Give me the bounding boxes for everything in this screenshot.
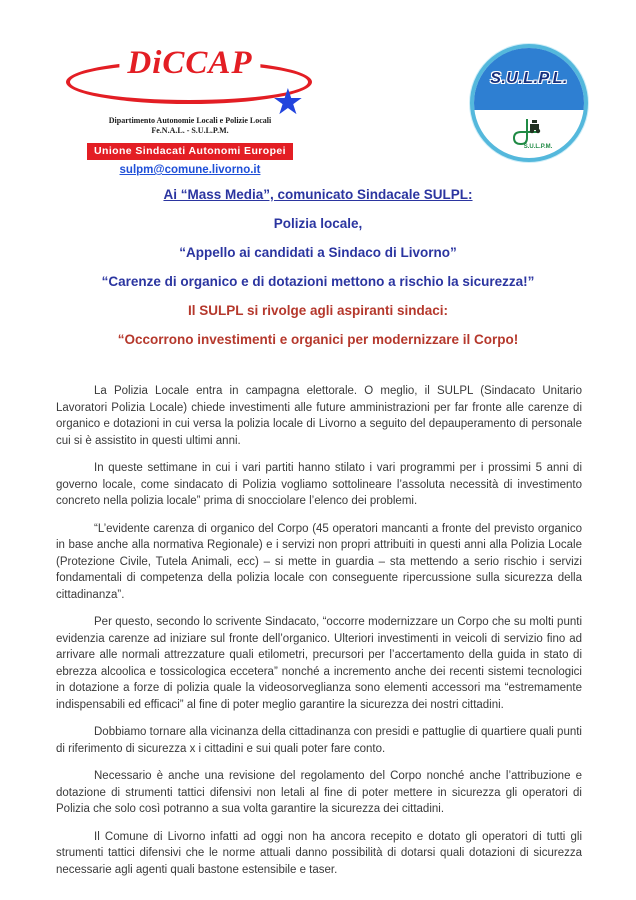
email-link[interactable]: sulpm@comune.livorno.it <box>119 164 261 176</box>
paragraph-5: Dobbiamo tornare alla vicinanza della cittadinanza con presidi e pattuglie di quartiere quali punti di riferimento di sicurezza x i cittadini e sui quali poter fare conto. <box>56 726 582 755</box>
sulpl-logo-bottom <box>474 110 584 158</box>
sulpl-logo-text: S.U.L.P.L. <box>490 69 568 87</box>
communique-headings <box>0 187 636 347</box>
paragraph-3: “L’evidente carenza di organico del Corpo (45 operatori mancanti a fronte del previsto organico in base anche alla normativa Regionale) e i servizi non propri attribuiti in questi anni alla Polizia Locale (Protezione Civile, Tutela Animali, ecc) – si mette in guardia – sta mettendo a serio rischio i servizi fondamentali di competenza della polizia locale con conseguente ripercussione sulla sicurezza della cittadinanza”. <box>56 522 582 601</box>
communique-body <box>0 361 636 878</box>
heading-appeal: “Appello ai candidati a Sindaco di Livorno” <box>179 245 457 260</box>
sulpl-logo-dome <box>474 48 584 110</box>
heading-subject: Polizia locale, <box>273 216 363 231</box>
heading-address: Il SULPL si rivolge agli aspiranti sindaci: <box>187 303 449 318</box>
heading-warning: “Carenze di organico e di dotazioni mettono a rischio la sicurezza!” <box>101 274 535 289</box>
paragraph-7: Il Comune di Livorno infatti ad oggi non ha ancora recepito e dotato gli operatori di tutti gli strumenti tattici difensivi che le norme attuali danno possibilità di dotarsi quali dotazioni di sicurezza necessarie agli agenti quali bastone estensibile e taser. <box>56 830 582 876</box>
paragraph-2: In queste settimane in cui i vari partiti hanno stilato i vari programmi per i prossimi 5 anni di governo locale, come sindacato di Polizia vogliamo sottolineare l’assoluta necessità di investimento concreto nella polizia locale” prima di snocciolare l’elenco dei problemi. <box>56 462 582 507</box>
diccap-logo-block <box>62 46 318 178</box>
heading-recipient: Ai “Mass Media”, comunicato Sindacale SULPL: <box>163 187 473 202</box>
paragraph-6: Necessario è anche una revisione del regolamento del Corpo nonché anche l’attribuzione e dotazione di strumenti tattici difensivi non letali al fine di poter mettere in sicurezza gli operatori di Polizia che solo così potranno a sua volta garantire la sicurezza dei cittadini. <box>56 770 582 815</box>
diccap-banner: Unione Sindacati Autonomi Europei <box>87 143 293 160</box>
heading-demand: “Occorrono investimenti e organici per modernizzare il Corpo! <box>117 332 519 347</box>
sulpl-emblem-text: S.U.L.P.M. <box>523 143 553 150</box>
document-header <box>0 0 636 175</box>
diccap-logo-text: DiCCAP <box>119 46 260 80</box>
diccap-subtitle-line1: Dipartimento Autonomie Locali e Polizie Locali <box>108 116 272 125</box>
sulpl-logo <box>470 44 588 162</box>
paragraph-1: La Polizia Locale entra in campagna elettorale. O meglio, il SULPL (Sindacato Unitario Lavoratori Polizia Locale) chiede investimenti alle future amministrazioni per far fronte alle carenze di organico e dotazioni in cui versa la polizia locale di Livorno a seguito del depauperamento di personale cui si è assistito in questi ultimi anni. <box>56 385 582 447</box>
star-icon: ★ <box>271 81 304 122</box>
paragraph-4: Per questo, secondo lo scrivente Sindacato, “occorre modernizzare un Corpo che su molti punti evidenzia carenze ad iniziare sul fronte dell’organico. Ulteriori investimenti in veicoli di servizio fino ad arrivare alle normali attrezzature quali etilometri, precursori per l’accertamento della guida in stato di ebrezza alcoolica e tossicologica eccetera” nonché a incremento anche dei recenti sistemi tecnologici in dotazione a forze di polizia quale la videosorveglianza sono elementi accessori ma “estremamente indispensabili ed efficaci” al fine di poter meglio garantire la sicurezza dei nostri cittadini. <box>56 616 582 711</box>
diccap-subtitle-line2: Fe.N.A.L. - S.U.L.P.M. <box>151 126 229 135</box>
